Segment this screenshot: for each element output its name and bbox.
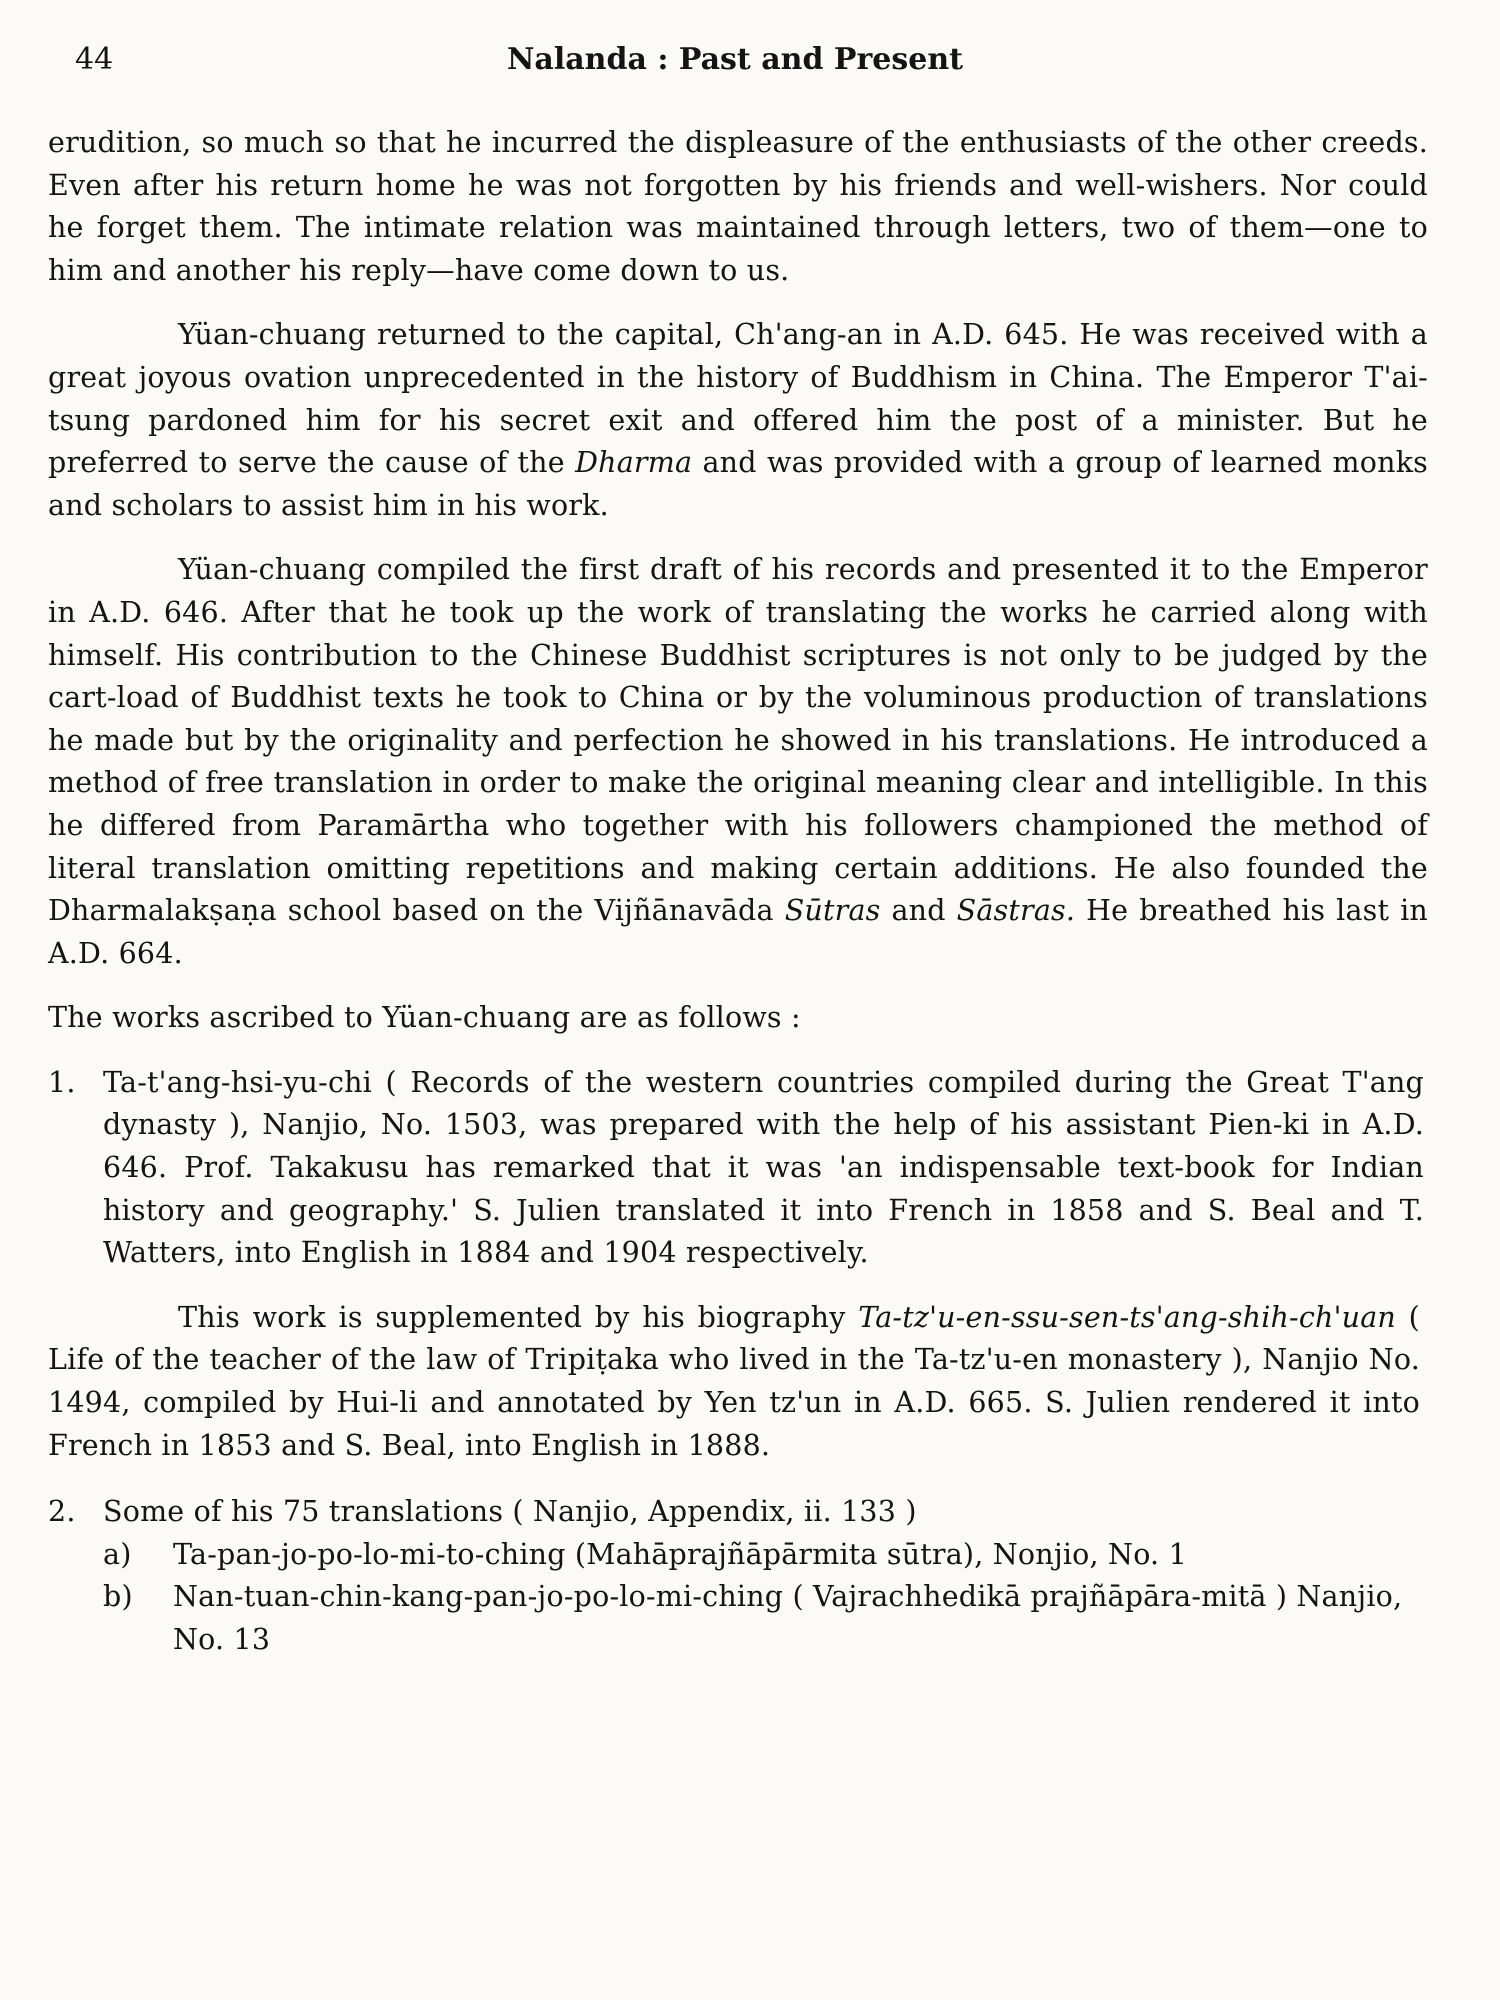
paragraph-text: and [880, 894, 957, 928]
list-item-1 [48, 1062, 1428, 1275]
list-number: 2. [48, 1495, 76, 1529]
paragraph-biography [48, 1297, 1428, 1467]
paragraph-text: This work is supplemented by his biography [178, 1300, 859, 1334]
works-intro: The works ascribed to Yüan-chuang are as follows : [48, 1001, 801, 1035]
paragraph-text: Yüan-chuang returned to the capital, Ch'ang-an in A.D. 645. He was received with a great joyous ovation unprecedented in the history of Buddhism in China. The Emperor T'ai-tsung pardoned him for his secret exit and offered him the post of a minister. But he preferred to serve the cause of the [48, 318, 1428, 480]
italic-term-dharma: Dharma [575, 446, 693, 480]
paragraph-return-to-capital [48, 314, 1428, 527]
italic-title-biography: Ta-tz'u-en-ssu-sen-ts'ang-shih-ch'uan [858, 1300, 1396, 1334]
list-number: 1. [48, 1065, 76, 1099]
paragraph-text: He breathed his last in A.D. 664. [48, 894, 1428, 970]
sub-list-letter: b) [103, 1580, 133, 1614]
sub-list-text: Nan-tuan-chin-kang-pan-jo-po-lo-mi-ching ( Vajrachhedikā prajñāpāra-mitā ) Nanjio, No. 13 [173, 1580, 1403, 1656]
sub-list-letter: a) [103, 1537, 132, 1571]
sub-list-text: Ta-pan-jo-po-lo-mi-to-ching (Mahāprajñāpārmita sūtra), Nonjio, No. 1 [173, 1537, 1187, 1571]
page-header [75, 42, 1395, 82]
list-item-text: Some of his 75 translations ( Nanjio, Appendix, ii. 133 ) [103, 1495, 917, 1529]
paragraph-erudition: erudition, so much so that he incurred the displeasure of the enthusiasts of the other creeds. Even after his return home he was not forgotten by his friends and well-wishers. Nor could he forget them. The intimate relation was maintained through letters, two of them—one to him and another his reply—have come down to us. [48, 126, 1428, 287]
italic-term-sutras: Sūtras [784, 894, 881, 928]
running-title: Nalanda : Past and Present [506, 42, 964, 77]
italic-term-sastras: Sāstras. [956, 894, 1076, 928]
list-item-2 [48, 1491, 1428, 1534]
sub-list-item-b [103, 1576, 1428, 1661]
paragraph-translations [48, 549, 1428, 975]
paragraph-text: Yüan-chuang compiled the first draft of his records and presented it to the Emperor in A.D. 646. After that he took up the work of translating the works he carried along with himself. His contribution to the Chinese Buddhist scriptures is not only to be judged by the cart-load of Buddhist texts he took to China or by the voluminous production of translations he made but by the originality and perfection he showed in his translations. He introduced a method of free translation in order to make the original meaning clear and intelligible. In this he differed from Paramārtha who together with his followers championed the method of literal translation omitting repetitions and making certain additions. He also founded the Dharmalakṣaṇa school based on the Vijñānavāda [48, 553, 1428, 928]
sub-list-item-a [103, 1534, 1428, 1577]
paragraph-text: ( Life of the teacher of the law of Tripiṭaka who lived in the Ta-tz'u-en monastery ), Nanjio No. 1494, compiled by Hui-li and annotated by Yen tz'un in A.D. 665. S. Julien rendered it into French in 1853 and S. Beal, into English in 1888. [48, 1300, 1420, 1462]
paragraph-text: and was provided with a group of learned monks and scholars to assist him in his work. [48, 446, 1428, 522]
list-item-text: Ta-t'ang-hsi-yu-chi ( Records of the western countries compiled during the Great T'ang dynasty ), Nanjio, No. 1503, was prepared with the help of his assistant Pien-ki in A.D. 646. Prof. Takakusu has remarked that it was 'an indispensable text-book for Indian history and geography.' S. Julien translated it into French in 1858 and S. Beal and T. Watters, into English in 1884 and 1904 respectively. [103, 1065, 1424, 1270]
body-text [48, 122, 1428, 1662]
page-number: 44 [75, 42, 114, 77]
